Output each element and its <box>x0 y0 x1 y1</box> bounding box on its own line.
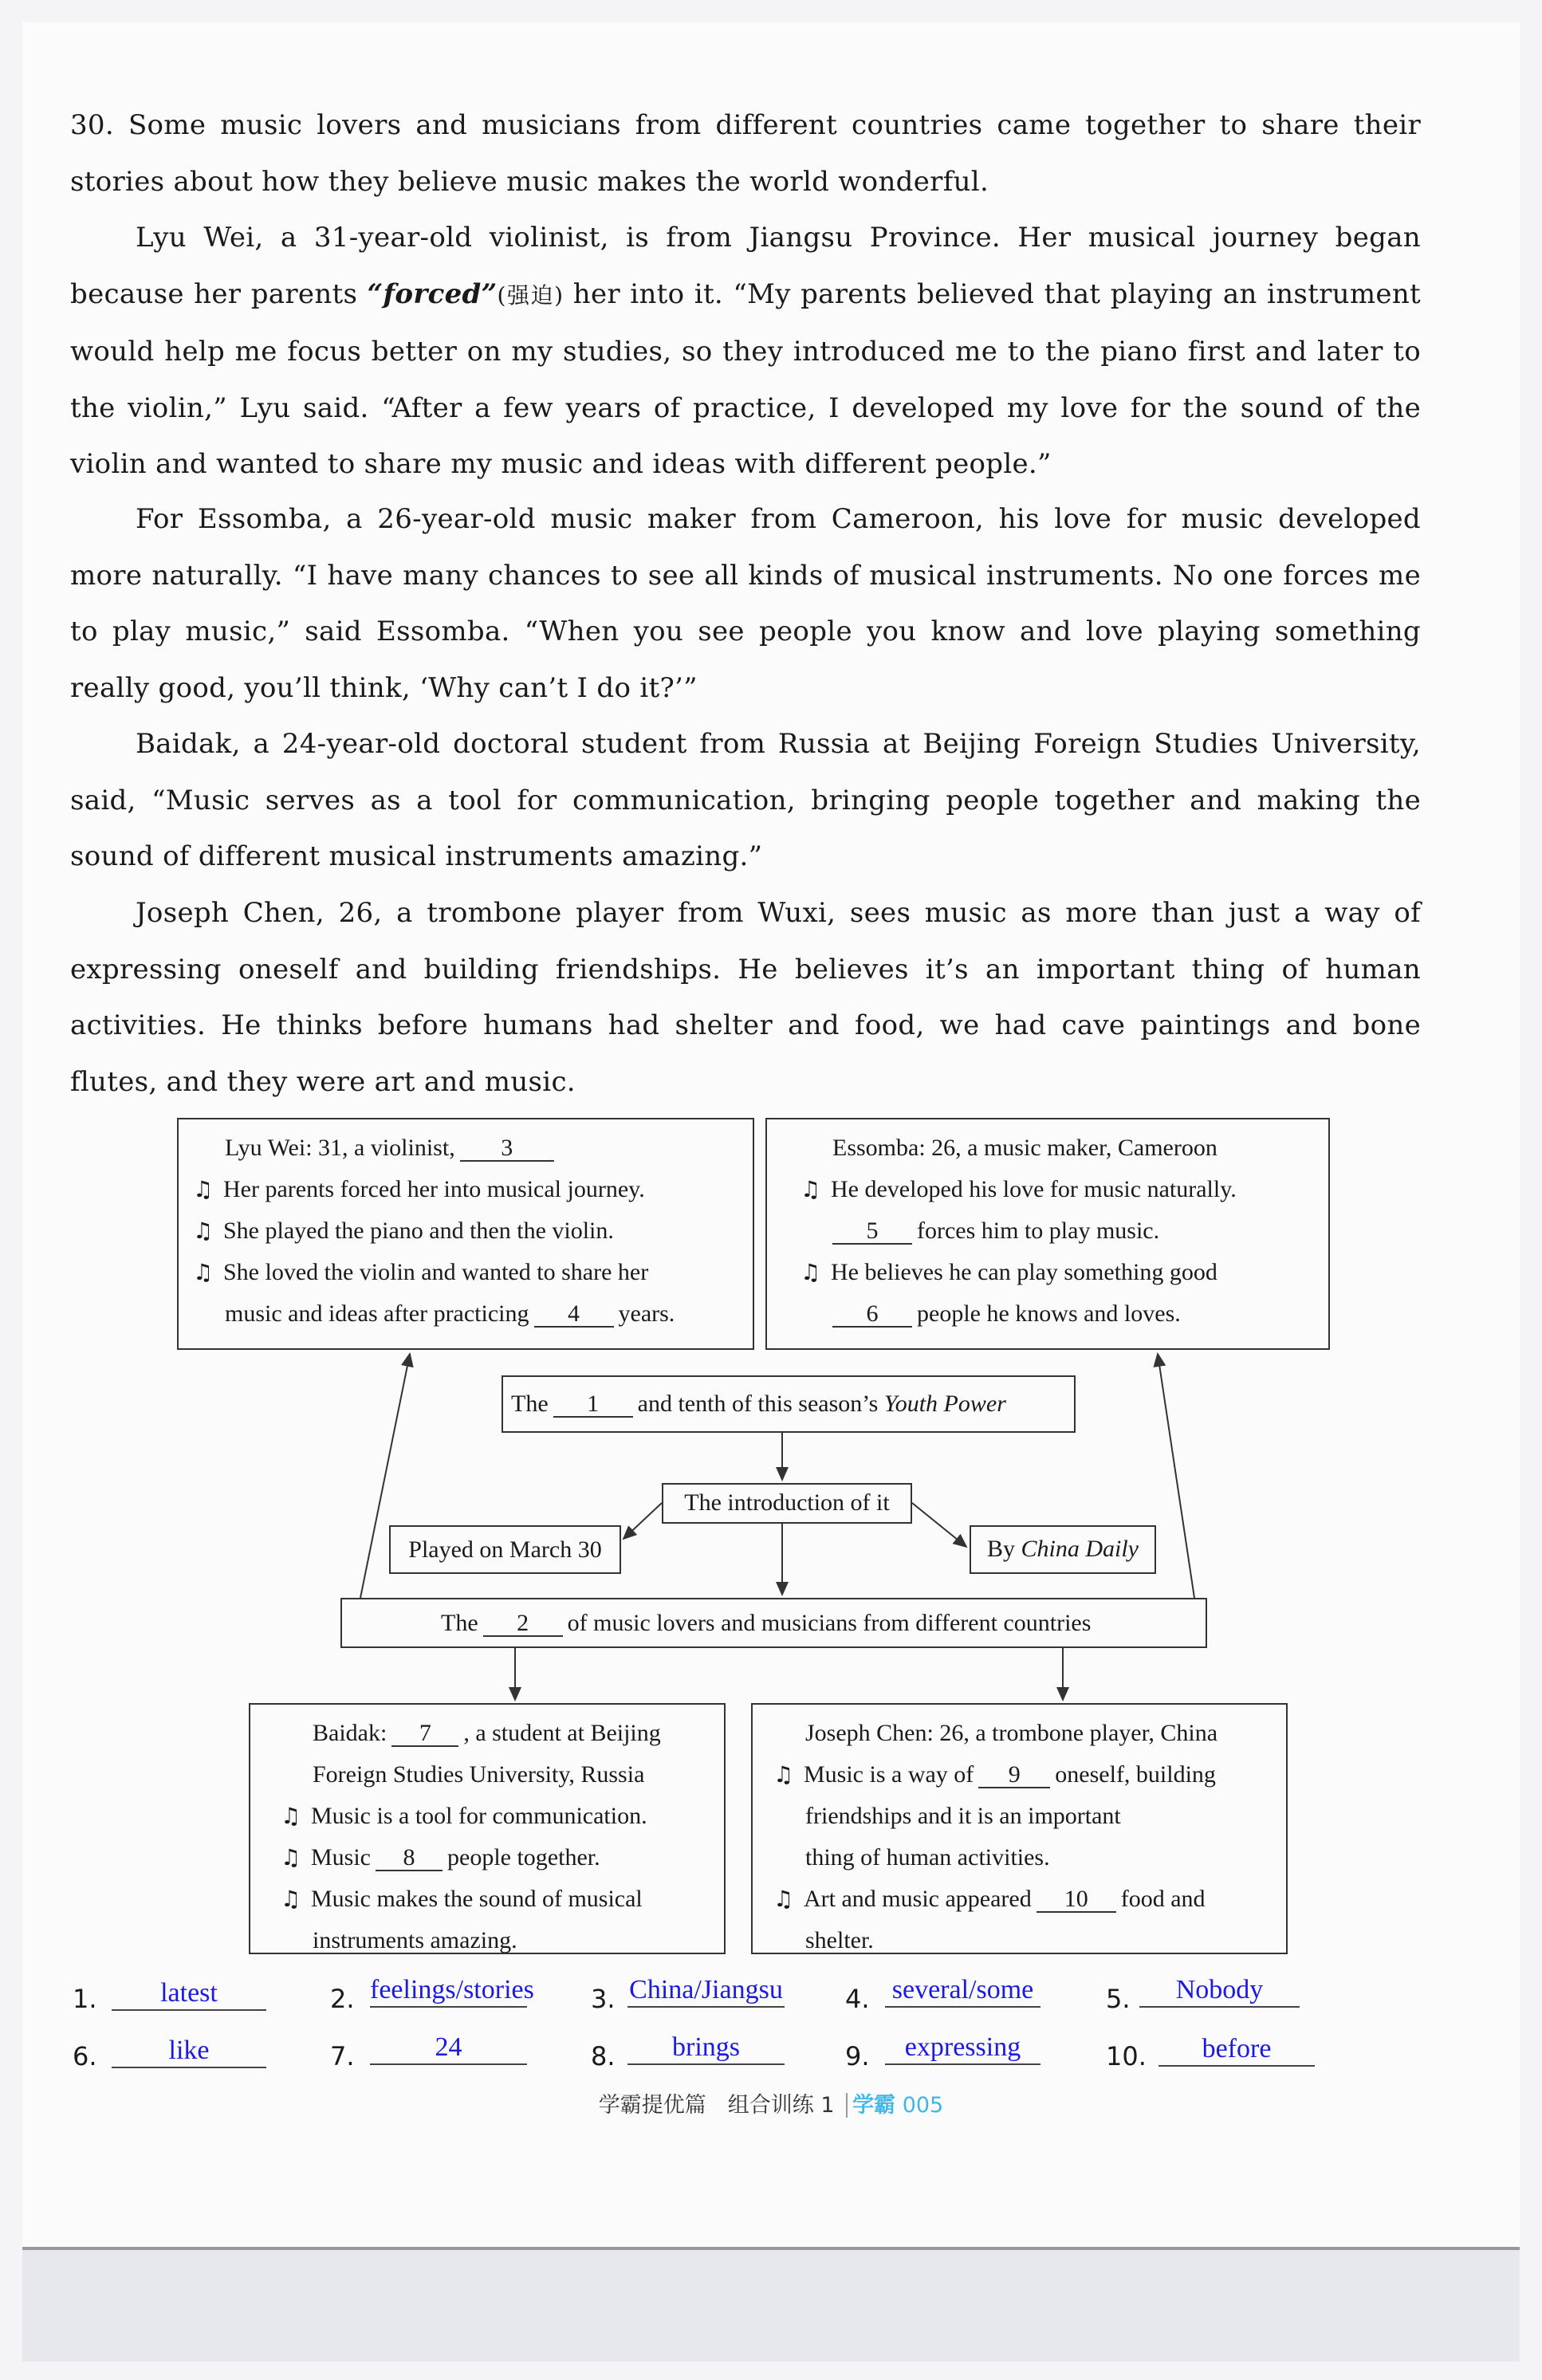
source-box <box>970 1525 1156 1574</box>
blank-3: 3 <box>460 1136 554 1162</box>
blank-2: 2 <box>483 1611 563 1637</box>
blank-7: 7 <box>391 1721 458 1747</box>
essomba-line: He developed his love for music naturally. <box>831 1176 1237 1202</box>
lyu-line: Her parents forced her into musical journey. <box>223 1176 645 1202</box>
baidak-box <box>249 1703 726 1954</box>
answer-field-1[interactable]: latest <box>112 1977 266 2011</box>
music-note-icon: ♫ <box>193 1218 214 1244</box>
music-note-icon: ♫ <box>801 1259 821 1285</box>
lyu-line: She loved the violin and wanted to share her <box>223 1259 649 1285</box>
answer-number: 3. <box>591 1984 616 2014</box>
footer-brand: 学霸 <box>852 2093 896 2118</box>
blank-4: 4 <box>534 1302 614 1328</box>
passage-baidak: Baidak, a 24-year-old doctoral student from Russia at Beijing Foreign Studies University, said, “Music serves as a tool for communication, bringing people together and making the sound of different musical instruments amazing.” <box>70 728 1421 872</box>
answer-field-5[interactable]: Nobody <box>1139 1974 1300 2008</box>
joseph-chen-box <box>751 1703 1288 1954</box>
text: Art and music appeared <box>804 1886 1032 1912</box>
text: , a student at Beijing <box>463 1720 661 1746</box>
blank-9: 9 <box>978 1763 1050 1788</box>
text: Foreign Studies University, Russia <box>313 1761 645 1788</box>
source-name: China Daily <box>1021 1536 1139 1562</box>
lyu-wei-box <box>177 1118 754 1350</box>
essomba-line: forces him to play music. <box>917 1218 1160 1244</box>
blank-8: 8 <box>376 1846 443 1871</box>
text: of music lovers and musicians from different countries <box>567 1610 1092 1636</box>
answer-field-2[interactable]: feelings/stories <box>370 1974 527 2008</box>
blank-1: 1 <box>553 1392 633 1418</box>
scan-edge <box>22 2247 1520 2362</box>
page-footer <box>0 2087 1542 2118</box>
date-box <box>389 1525 621 1574</box>
passage-intro: 30. Some music lovers and musicians from different countries came together to share their stories about how they believe music makes the world wonderful. <box>70 109 1421 198</box>
music-note-icon: ♫ <box>773 1886 794 1912</box>
page-number: 005 <box>902 2093 944 2118</box>
text: her into it. “My parents believed that playing an instrument would help me focus better on my studies, so they introduced me to the piano first and later to the violin,” Lyu said. “After a few years of practice, I developed my love for the sound of the violin and wanted to share my music and ideas with different people.” <box>70 277 1421 480</box>
blank-10: 10 <box>1037 1887 1116 1913</box>
text: Played on March 30 <box>408 1536 602 1563</box>
text: The <box>441 1610 478 1636</box>
text: instruments amazing. <box>313 1927 517 1953</box>
music-note-icon: ♫ <box>193 1176 214 1202</box>
lyu-title: Lyu Wei: 31, a violinist, <box>225 1135 455 1161</box>
forced-word: “forced” <box>367 277 498 310</box>
text: friendships and it is an important <box>805 1803 1121 1829</box>
text: thing of human activities. <box>805 1844 1050 1871</box>
music-note-icon: ♫ <box>193 1259 214 1285</box>
text: Baidak: <box>313 1720 387 1746</box>
essomba-line: people he knows and loves. <box>917 1300 1181 1327</box>
passage-essomba: For Essomba, a 26-year-old music maker from Cameroon, his love for music developed more naturally. “I have many chances to see all kinds of musical instruments. No one forces me to play music,” said Essomba. “When you see people you know and love playing something really good, you’ll think, ‘Why can’t I do it?’” <box>70 503 1421 704</box>
music-note-icon: ♫ <box>773 1761 794 1788</box>
music-note-icon: ♫ <box>281 1844 301 1871</box>
text: and tenth of this season’s <box>637 1391 879 1417</box>
answer-field-4[interactable]: several/some <box>885 1974 1040 2008</box>
footer-section: 学霸提优篇 组合训练 1 <box>598 2093 835 2118</box>
answer-field-7[interactable]: 24 <box>370 2032 527 2065</box>
introduction-box <box>662 1483 912 1524</box>
lyu-line: years. <box>618 1300 675 1327</box>
answer-number: 7. <box>330 2041 355 2071</box>
music-note-icon: ♫ <box>801 1176 821 1202</box>
answer-number: 8. <box>591 2041 616 2071</box>
text: The introduction of it <box>684 1489 890 1516</box>
essomba-title: Essomba: 26, a music maker, Cameroon <box>832 1135 1217 1161</box>
title-box <box>502 1375 1076 1433</box>
text: Music makes the sound of musical <box>311 1886 643 1912</box>
essomba-box <box>765 1118 1330 1350</box>
text: Music <box>311 1844 371 1871</box>
music-note-icon: ♫ <box>281 1886 301 1912</box>
text: oneself, building <box>1055 1761 1216 1788</box>
text: The <box>511 1391 549 1417</box>
program-name: Youth Power <box>883 1391 1006 1417</box>
main-topic-box <box>340 1598 1207 1648</box>
text: shelter. <box>805 1927 874 1953</box>
answer-number: 5. <box>1106 1984 1131 2014</box>
text: Lyu Wei, a 31-year-old violinist, is from Jiangsu Province. Her musical journey began because her parents <box>70 222 1421 310</box>
answer-number: 4. <box>845 1984 870 2014</box>
answer-field-8[interactable]: brings <box>627 2032 785 2065</box>
text: Music is a way of <box>804 1761 974 1788</box>
text: Music is a tool for communication. <box>311 1803 647 1829</box>
text: people together. <box>447 1844 600 1871</box>
blank-5: 5 <box>832 1219 912 1245</box>
lyu-line: music and ideas after practicing <box>225 1300 529 1327</box>
answer-number: 1. <box>73 1984 97 2014</box>
text: food and <box>1120 1886 1206 1912</box>
text: Joseph Chen: 26, a trombone player, China <box>805 1720 1218 1746</box>
answer-field-10[interactable]: before <box>1158 2033 1315 2067</box>
answer-field-3[interactable]: China/Jiangsu <box>627 1974 785 2008</box>
music-note-icon: ♫ <box>281 1803 301 1829</box>
answer-number: 10. <box>1106 2041 1147 2071</box>
blank-6: 6 <box>832 1302 912 1328</box>
answer-number: 6. <box>73 2041 97 2071</box>
essomba-line: He believes he can play something good <box>831 1259 1217 1285</box>
answer-field-9[interactable]: expressing <box>885 2032 1040 2065</box>
answer-number: 2. <box>330 1984 355 2014</box>
gloss: (强迫) <box>497 281 564 309</box>
passage-chen: Joseph Chen, 26, a trombone player from Wuxi, sees music as more than just a way of expressing oneself and building friendships. He believes it’s an important thing of human activities. He thinks before humans had shelter and food, we had cave paintings and bone flutes, and they were art and music. <box>70 897 1421 1098</box>
lyu-line: She played the piano and then the violin. <box>223 1218 614 1244</box>
answer-field-6[interactable]: like <box>112 2035 266 2068</box>
answer-number: 9. <box>845 2041 870 2071</box>
text: By <box>986 1536 1015 1562</box>
